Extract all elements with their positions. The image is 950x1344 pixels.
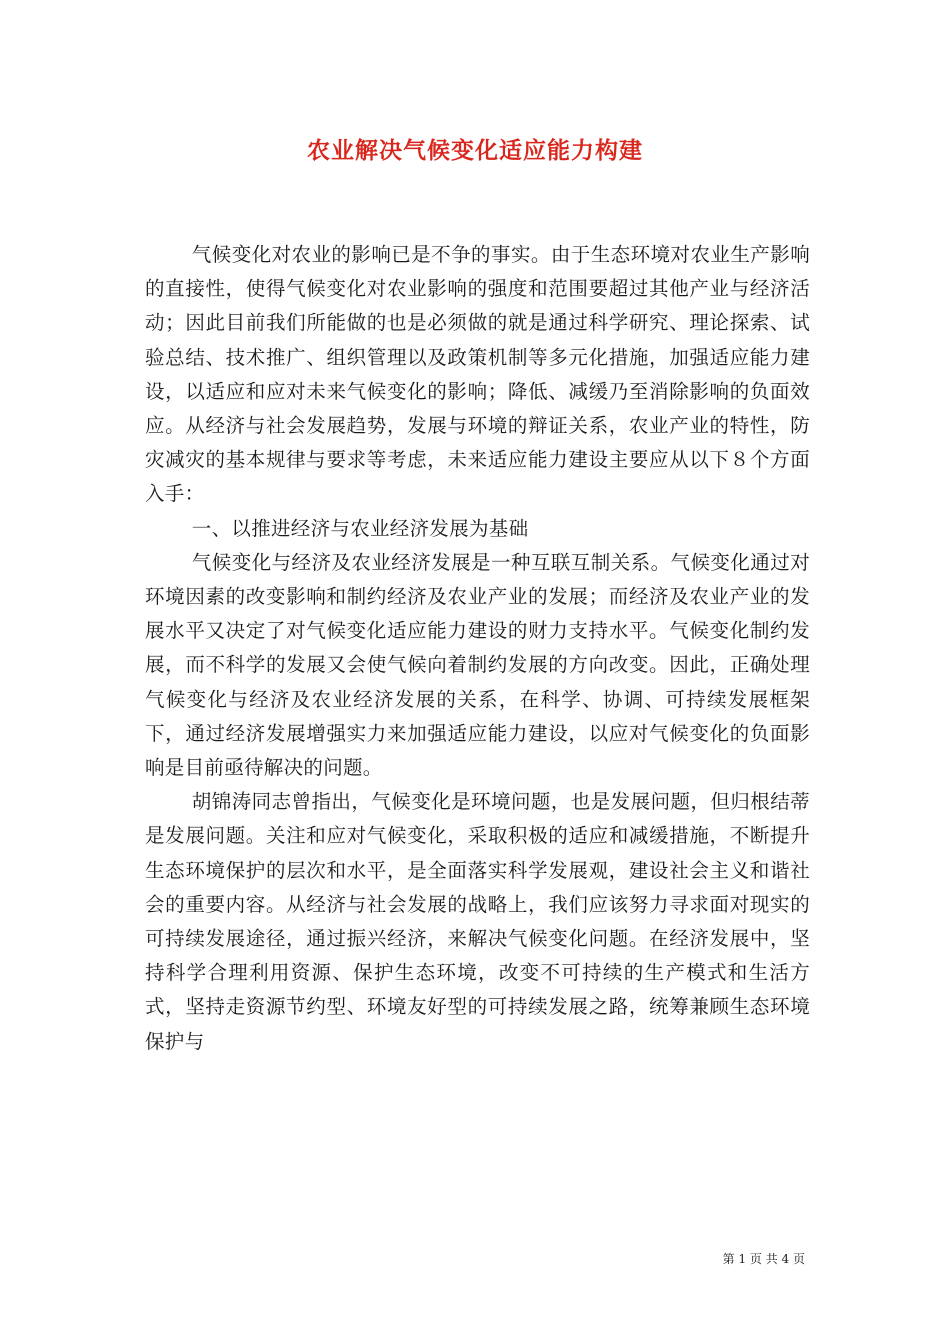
- paragraph-intro: 气候变化对农业的影响已是不争的事实。由于生态环境对农业生产影响的直接性，使得气候变化对农业影响的强度和范围要超过其他产业与经济活动；因此目前我们所能做的也是必须做的就是通过科学研究、理论探索、试验总结、技术推广、组织管理以及政策机制等多元化措施，加强适应能力建设，以适应和应对未来气候变化的影响；降低、减缓乃至消除影响的负面效应。从经济与社会发展趋势，发展与环境的辩证关系，农业产业的特性，防灾减灾的基本规律与要求等考虑，未来适应能力建设主要应从以下８个方面入手：: [145, 243, 810, 506]
- paragraph-hu-jintao: 胡锦涛同志曾指出，气候变化是环境问题，也是发展问题，但归根结蒂是发展问题。关注和应对气候变化，采取积极的适应和减缓措施，不断提升生态环境保护的层次和水平，是全面落实科学发展观，建设社会主义和谐社会的重要内容。从经济与社会发展的战略上，我们应该努力寻求面对现实的可持续发展途径，通过振兴经济，来解决气候变化问题。在经济发展中，坚持科学合理利用资源、保护生态环境，改变不可持续的生产模式和生活方式，坚持走资源节约型、环境友好型的可持续发展之路，统筹兼顾生态环境保护与: [145, 790, 810, 1053]
- paragraph-section-1: 气候变化与经济及农业经济发展是一种互联互制关系。气候变化通过对环境因素的改变影响和制约经济及农业产业的发展；而经济及农业产业的发展水平又决定了对气候变化适应能力建设的财力支持水平。气候变化制约发展，而不科学的发展又会使气候向着制约发展的方向改变。因此，正确处理气候变化与经济及农业经济发展的关系，在科学、协调、可持续发展框架下，通过经济发展增强实力来加强适应能力建设，以应对气候变化的负面影响是目前亟待解决的问题。: [145, 550, 810, 780]
- document-title: 农业解决气候变化适应能力构建: [307, 137, 643, 164]
- document-body: [145, 238, 810, 1059]
- page-number-footer: 第 1 页 共 4 页: [722, 1252, 805, 1266]
- section-heading-1: 一、以推进经济与农业经济发展为基础: [191, 516, 529, 540]
